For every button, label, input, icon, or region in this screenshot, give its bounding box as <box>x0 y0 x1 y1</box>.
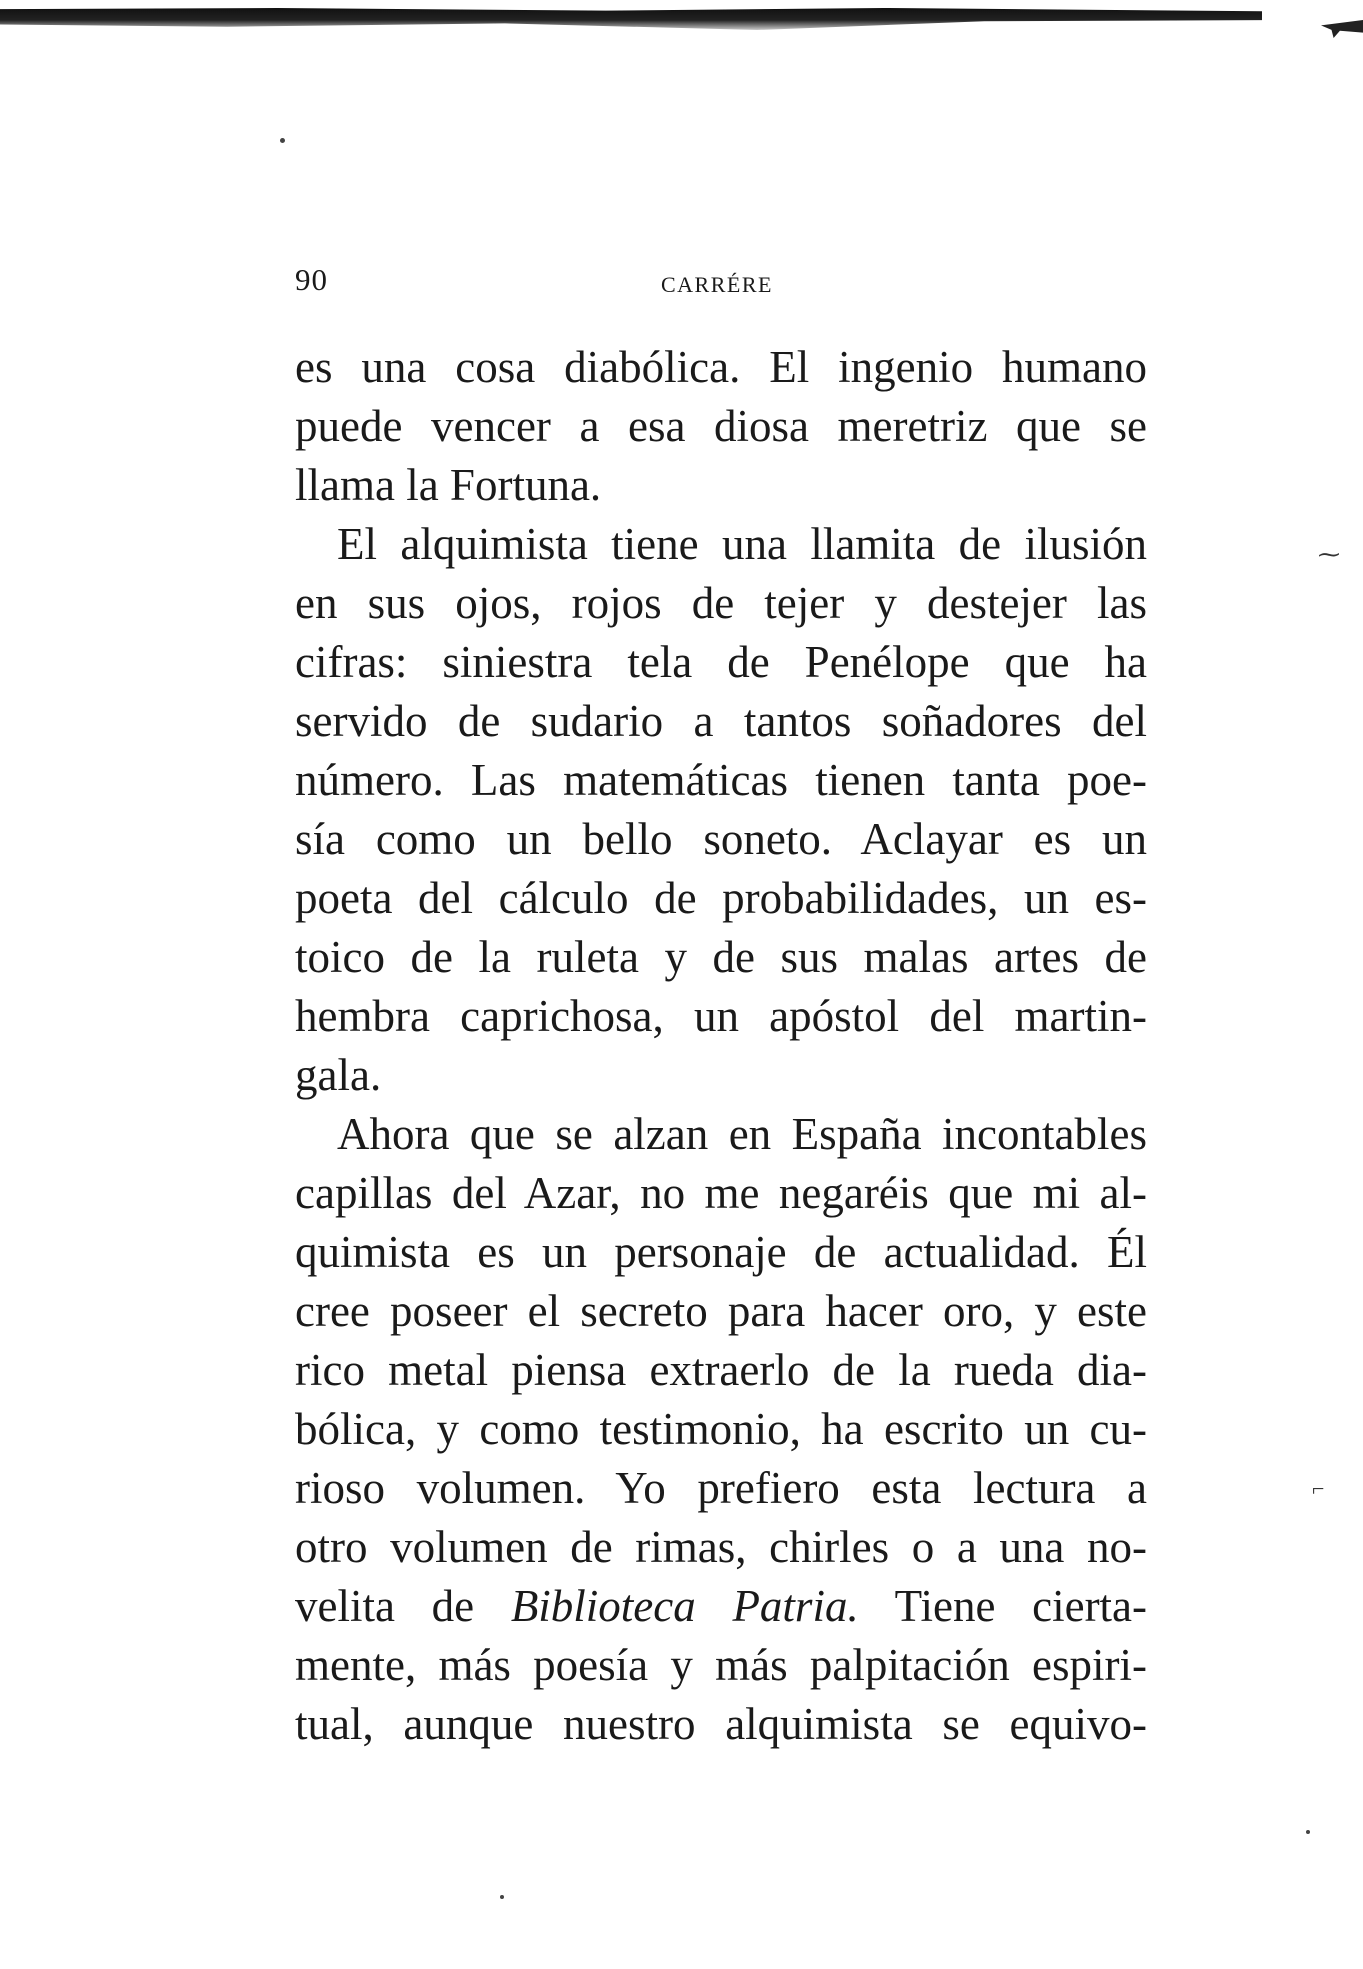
text-line-with-title <box>295 1577 1147 1636</box>
text-line: bólica, y como testimonio, ha escrito un cu- <box>295 1404 1147 1454</box>
text-line: cree poseer el secreto para hacer oro, y este <box>295 1286 1147 1336</box>
scan-speck <box>500 1895 504 1899</box>
text-line: cifras: siniestra tela de Penélope que ha <box>295 637 1147 687</box>
text-line: en sus ojos, rojos de tejer y destejer las <box>295 578 1147 628</box>
text-line: rico metal piensa extraerlo de la rueda dia- <box>295 1345 1147 1395</box>
text-fragment: velita de <box>295 1581 475 1631</box>
text-line: llama la Fortuna. <box>295 460 602 510</box>
text-line: capillas del Azar, no me negaréis que mi al- <box>295 1168 1147 1218</box>
text-line: tual, aunque nuestro alquimista se equivo- <box>295 1699 1147 1749</box>
text-line: toico de la ruleta y de sus malas artes de <box>295 932 1147 982</box>
text-fragment: Tiene cierta- <box>894 1581 1147 1631</box>
scan-corner-mark <box>1321 20 1363 38</box>
text-line: Ahora que se alzan en España incontables <box>337 1109 1147 1159</box>
scan-speck <box>1306 1830 1310 1834</box>
page-header <box>295 262 1145 302</box>
text-line: hembra caprichosa, un apóstol del martin- <box>295 991 1147 1041</box>
text-line: quimista es un personaje de actualidad. Él <box>295 1227 1147 1277</box>
scan-top-edge <box>0 8 1262 30</box>
text-line: poeta del cálculo de probabilidades, un es- <box>295 873 1147 923</box>
text-line: rioso volumen. Yo prefiero esta lectura a <box>295 1463 1147 1513</box>
scan-margin-mark: ⌐ <box>1312 1476 1325 1501</box>
body-text <box>295 338 1147 1754</box>
text-line: otro volumen de rimas, chirles o a una no- <box>295 1522 1147 1572</box>
book-title: Biblioteca Patria. <box>510 1581 859 1631</box>
running-head: CARRÉRE <box>661 272 773 297</box>
text-line: gala. <box>295 1050 382 1100</box>
text-line: servido de sudario a tantos soñadores del <box>295 696 1147 746</box>
text-line: número. Las matemáticas tienen tanta poe- <box>295 755 1147 805</box>
text-line: mente, más poesía y más palpitación espiri- <box>295 1640 1147 1690</box>
text-line: es una cosa diabólica. El ingenio humano <box>295 342 1147 392</box>
scan-margin-mark: ⁓ <box>1318 542 1340 567</box>
page-number: 90 <box>295 262 328 297</box>
scan-speck <box>280 138 285 143</box>
text-line: puede vencer a esa diosa meretriz que se <box>295 401 1147 451</box>
text-line: El alquimista tiene una llamita de ilusión <box>337 519 1147 569</box>
text-line: sía como un bello soneto. Aclayar es un <box>295 814 1147 864</box>
